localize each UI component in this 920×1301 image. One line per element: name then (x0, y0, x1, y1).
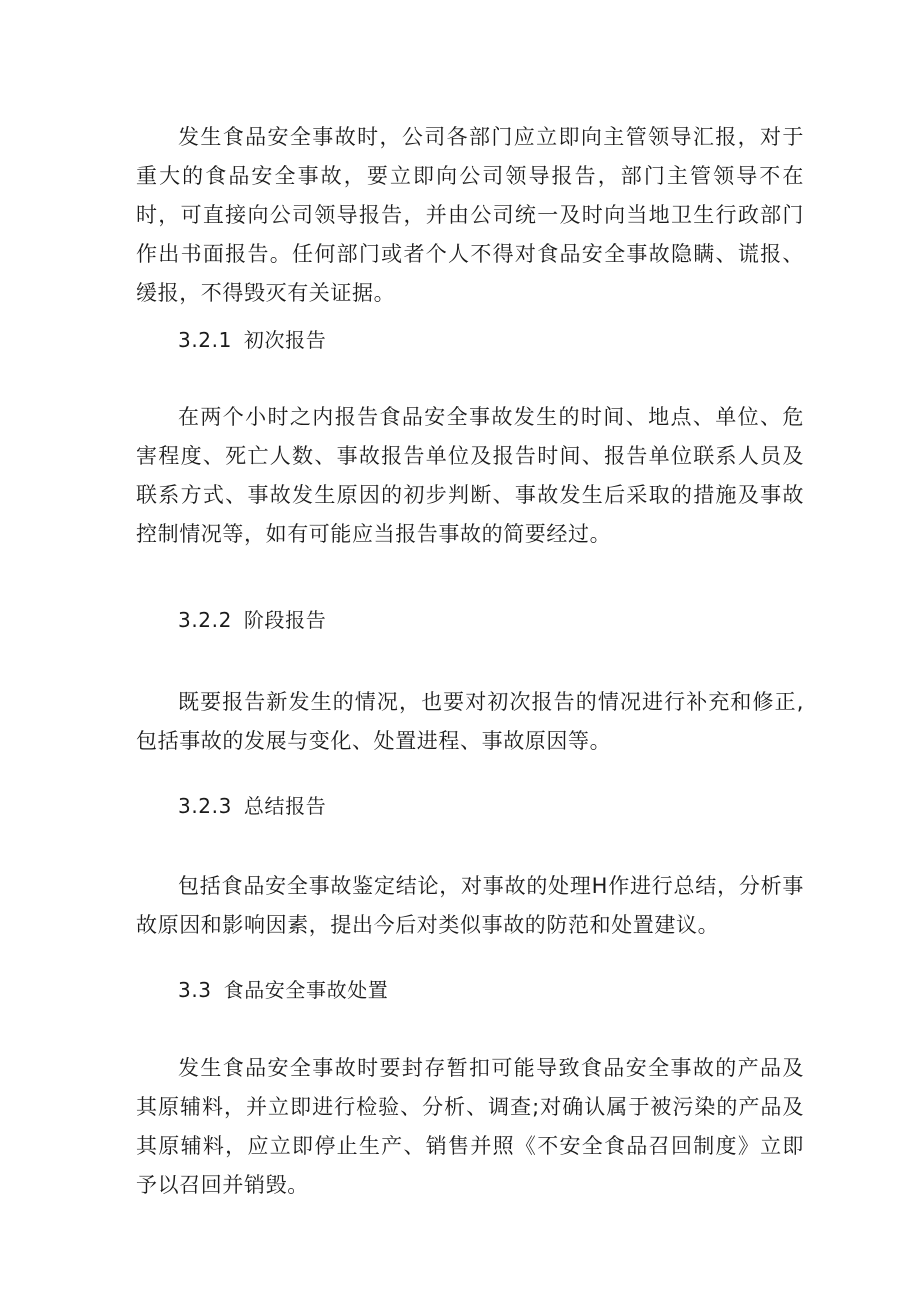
paragraph-stage-report: 既要报告新发生的情况，也要对初次报告的情况进行补充和修正,包括事故的发展与变化、处置进程、事故原因等。 (136, 690, 804, 753)
paragraph-reporting-duty: 发生食品安全事故时，公司各部门应立即向主管领导汇报，对于重大的食品安全事故，要立即向公司领导报告，部门主管领导不在时，可直接向公司领导报告，并由公司统一及时向当地卫生行政部门作出书面报告。任何部门或者个人不得对食品安全事故隐瞒、谎报、缓报，不得毁灭有关证据。 (136, 125, 804, 305)
paragraph-initial-report: 在两个小时之内报告食品安全事故发生的时间、地点、单位、危害程度、死亡人数、事故报告单位及报告时间、报告单位联系人员及联系方式、事故发生原因的初步判断、事故发生后采取的措施及事故控制情况等，如有可能应当报告事故的简要经过。 (136, 405, 804, 546)
section-number: 3.2.3 (178, 794, 232, 818)
section-number: 3.2.2 (178, 608, 232, 632)
section-title: 总结报告 (243, 794, 327, 818)
section-heading-initial-report (178, 325, 326, 355)
section-title: 阶段报告 (243, 608, 327, 632)
section-number: 3.3 (178, 978, 212, 1002)
section-heading-summary-report (178, 791, 326, 821)
section-heading-incident-handling (178, 975, 388, 1005)
paragraph-incident-handling: 发生食品安全事故时要封存暂扣可能导致食品安全事故的产品及其原辅料，并立即进行检验、分析、调查;对确认属于被污染的产品及其原辅料，应立即停止生产、销售并照《不安全食品召回制度》立即予以召回并销毁。 (136, 1056, 804, 1197)
section-title: 食品安全事故处置 (223, 978, 389, 1002)
paragraph-summary-report: 包括食品安全事故鉴定结论，对事故的处理H作进行总结，分析事故原因和影响因素，提出今后对类似事故的防范和处置建议。 (136, 874, 804, 937)
section-heading-stage-report (178, 605, 326, 635)
section-title: 初次报告 (243, 328, 327, 352)
section-number: 3.2.1 (178, 328, 232, 352)
